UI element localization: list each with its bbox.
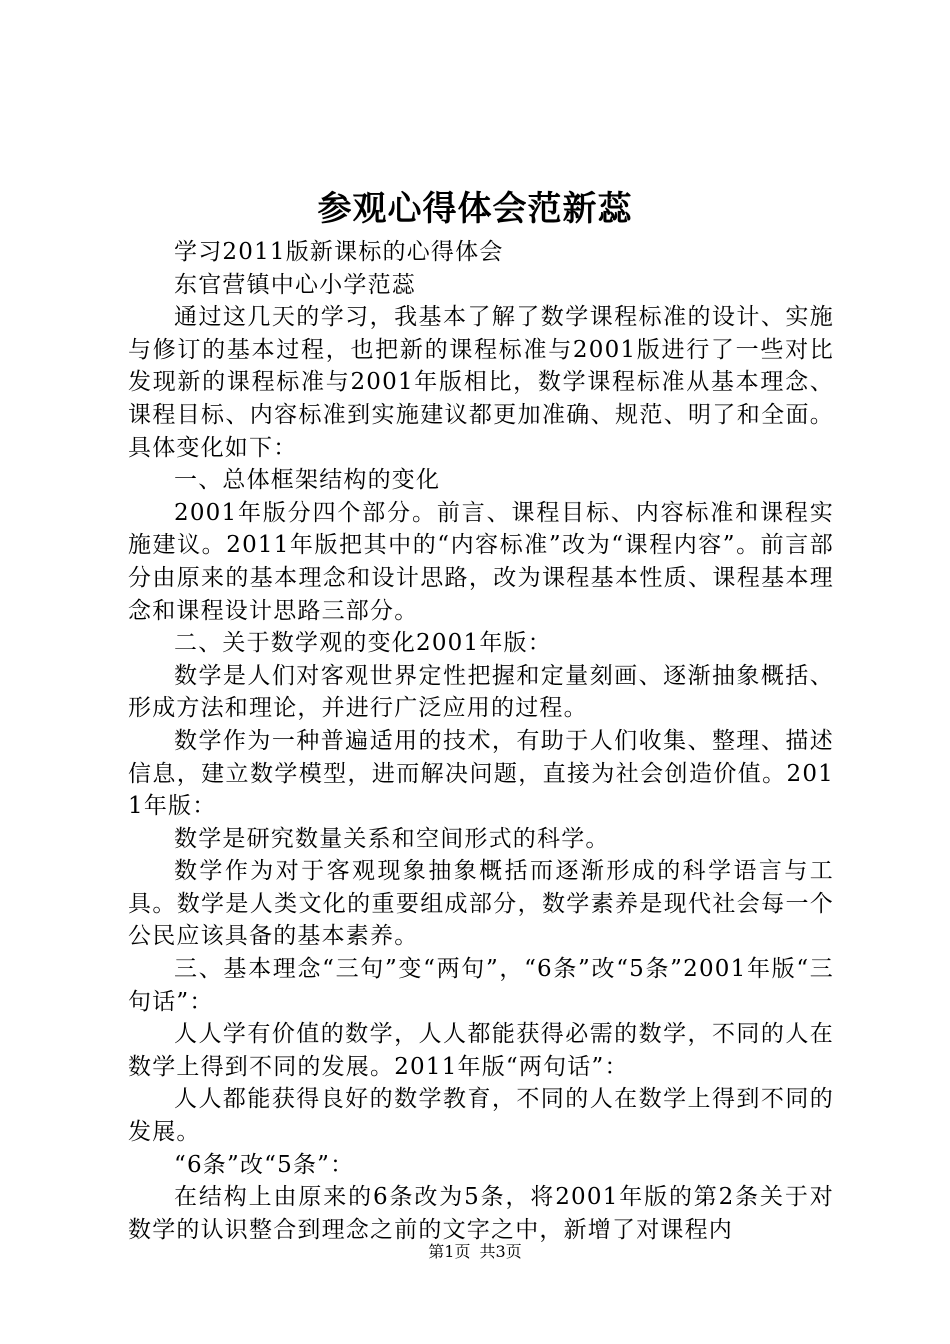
section-heading-1: 一、总体框架结构的变化: [174, 467, 441, 494]
page-number: 第1页: [428, 1242, 471, 1261]
document-title: 参观心得体会范新蕊: [317, 189, 633, 229]
paragraph-structure-change: 在结构上由原来的6条改为5条，将2001年版的第2条关于对数学的认识整合到理念之前的文字之中，新增了对课程内: [128, 1184, 834, 1243]
paragraph-intro: 通过这几天的学习，我基本了解了数学课程标准的设计、实施与修订的基本过程，也把新的课程标准与2001版进行了一些对比发现新的课程标准与2001年版相比，数学课程标准从基本理念、课程目标、内容标准到实施建议都更加准确、规范、明了和全面。具体变化如下：: [128, 304, 834, 461]
document-body: [128, 236, 834, 1246]
paragraph-three-sentences: 人人学有价值的数学，人人都能获得必需的数学，不同的人在数学上得到不同的发展。2011年版“两句话”：: [128, 1021, 834, 1080]
page-footer: [0, 1241, 950, 1263]
paragraph-framework: 2001年版分四个部分。前言、课程目标、内容标准和课程实施建议。2011年版把其中的“内容标准”改为“课程内容”。前言部分由原来的基本理念和设计思路，改为课程基本性质、课程基本理念和课程设计思路三部分。: [128, 499, 834, 624]
paragraph-math-view-2011-a: 数学是研究数量关系和空间形式的科学。: [174, 825, 610, 852]
subheading-six-to-five: “6条”改“5条”：: [174, 1151, 355, 1178]
paragraph-math-view-2011-b: 数学作为对于客观现象抽象概括而逐渐形成的科学语言与工具。数学是人类文化的重要组成部分，数学素养是现代社会每一个公民应该具备的基本素养。: [128, 858, 834, 950]
page-total: 共3页: [479, 1242, 522, 1261]
section-heading-3: 三、基本理念“三句”变“两句”，“6条”改“5条”2001年版“三句话”：: [128, 956, 834, 1015]
paragraph-subtitle: 学习2011版新课标的心得体会: [174, 239, 504, 265]
paragraph-math-view-2001-b: 数学作为一种普遍适用的技术，有助于人们收集、整理、描述信息，建立数学模型，进而解决问题，直接为社会创造价值。2011年版：: [128, 727, 834, 820]
paragraph-math-view-2001-a: 数学是人们对客观世界定性把握和定量刻画、逐渐抽象概括、形成方法和理论，并进行广泛应用的过程。: [128, 662, 834, 722]
paragraph-author: 东官营镇中心小学范蕊: [174, 271, 416, 298]
paragraph-two-sentences: 人人都能获得良好的数学教育，不同的人在数学上得到不同的发展。: [128, 1086, 834, 1146]
section-heading-2: 二、关于数学观的变化2001年版：: [174, 630, 552, 657]
